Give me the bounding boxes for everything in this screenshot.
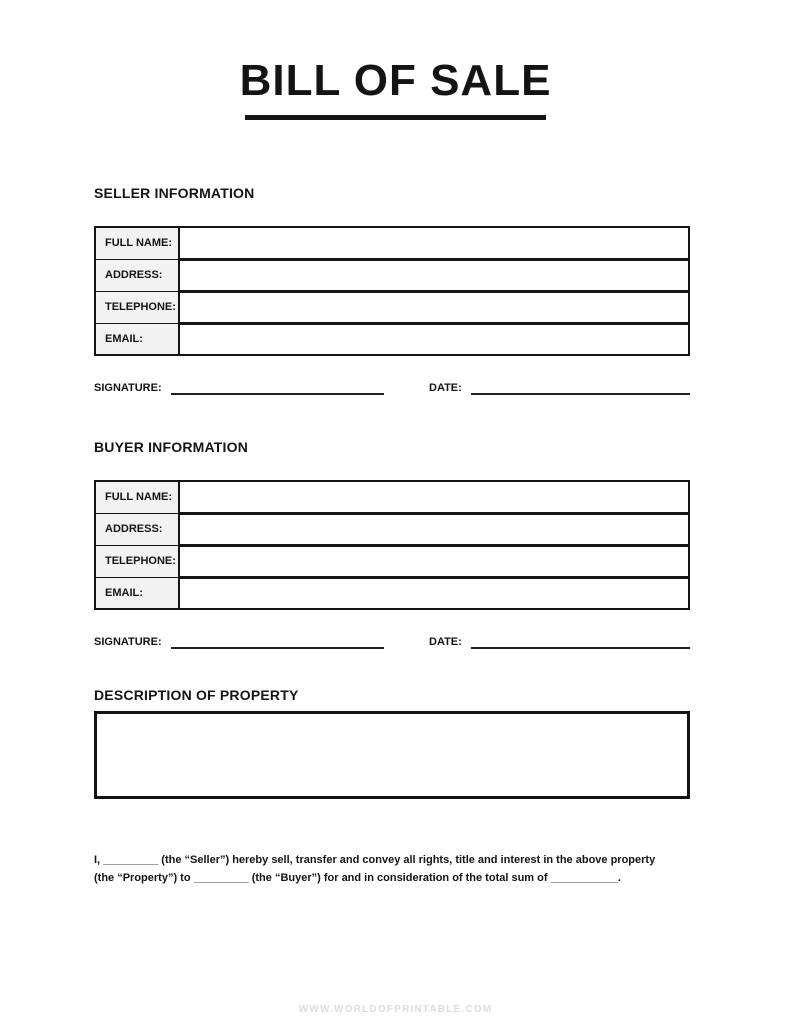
seller-date-label: DATE: bbox=[429, 382, 462, 394]
seller-address-input[interactable] bbox=[179, 259, 689, 291]
table-row bbox=[95, 577, 689, 609]
table-row bbox=[95, 545, 689, 577]
table-row bbox=[95, 291, 689, 323]
buyer-address-input[interactable] bbox=[179, 513, 689, 545]
buyer-date-label: DATE: bbox=[429, 636, 462, 648]
table-row bbox=[95, 259, 689, 291]
seller-section-heading: SELLER INFORMATION bbox=[94, 185, 255, 201]
seller-full-name-label: FULL NAME: bbox=[95, 227, 179, 259]
buyer-address-label: ADDRESS: bbox=[95, 513, 179, 545]
page-title: BILL OF SALE bbox=[239, 56, 552, 105]
buyer-signature-label: SIGNATURE: bbox=[94, 636, 162, 648]
title-block bbox=[0, 0, 791, 120]
buyer-date-line[interactable] bbox=[471, 637, 690, 649]
seller-telephone-label: TELEPHONE: bbox=[95, 291, 179, 323]
buyer-telephone-label: TELEPHONE: bbox=[95, 545, 179, 577]
seller-signature-line[interactable] bbox=[171, 383, 384, 395]
title-underline bbox=[245, 115, 546, 120]
property-section-heading: DESCRIPTION OF PROPERTY bbox=[94, 687, 299, 703]
seller-address-label: ADDRESS: bbox=[95, 259, 179, 291]
table-row bbox=[95, 323, 689, 355]
buyer-section-heading: BUYER INFORMATION bbox=[94, 439, 249, 455]
form-content bbox=[0, 185, 791, 887]
seller-signature-label: SIGNATURE: bbox=[94, 382, 162, 394]
buyer-email-label: EMAIL: bbox=[95, 577, 179, 609]
buyer-signature-group bbox=[94, 636, 384, 649]
declaration-text bbox=[94, 851, 690, 887]
seller-signature-group bbox=[94, 382, 384, 395]
seller-email-input[interactable] bbox=[179, 323, 689, 355]
seller-date-line[interactable] bbox=[471, 383, 690, 395]
seller-telephone-input[interactable] bbox=[179, 291, 689, 323]
buyer-signature-line[interactable] bbox=[171, 637, 384, 649]
seller-info-table bbox=[94, 226, 690, 356]
buyer-info-table bbox=[94, 480, 690, 610]
buyer-telephone-input[interactable] bbox=[179, 545, 689, 577]
buyer-signature-row bbox=[94, 636, 690, 649]
declaration-line-1: I, _________ (the “Seller”) hereby sell, transfer and convey all rights, title and interest in the above property bbox=[94, 854, 656, 866]
buyer-full-name-label: FULL NAME: bbox=[95, 481, 179, 513]
seller-signature-row bbox=[94, 382, 690, 395]
table-row bbox=[95, 227, 689, 259]
table-row bbox=[95, 513, 689, 545]
declaration-line-2: (the “Property”) to _________ (the “Buyer”) for and in consideration of the total sum of ___________. bbox=[94, 872, 621, 884]
seller-email-label: EMAIL: bbox=[95, 323, 179, 355]
property-description-box[interactable] bbox=[94, 711, 690, 799]
seller-date-group bbox=[429, 382, 690, 395]
buyer-full-name-input[interactable] bbox=[179, 481, 689, 513]
buyer-email-input[interactable] bbox=[179, 577, 689, 609]
seller-full-name-input[interactable] bbox=[179, 227, 689, 259]
buyer-date-group bbox=[429, 636, 690, 649]
table-row bbox=[95, 481, 689, 513]
footer-watermark: WWW.WORLDOFPRINTABLE.COM bbox=[298, 1004, 493, 1015]
